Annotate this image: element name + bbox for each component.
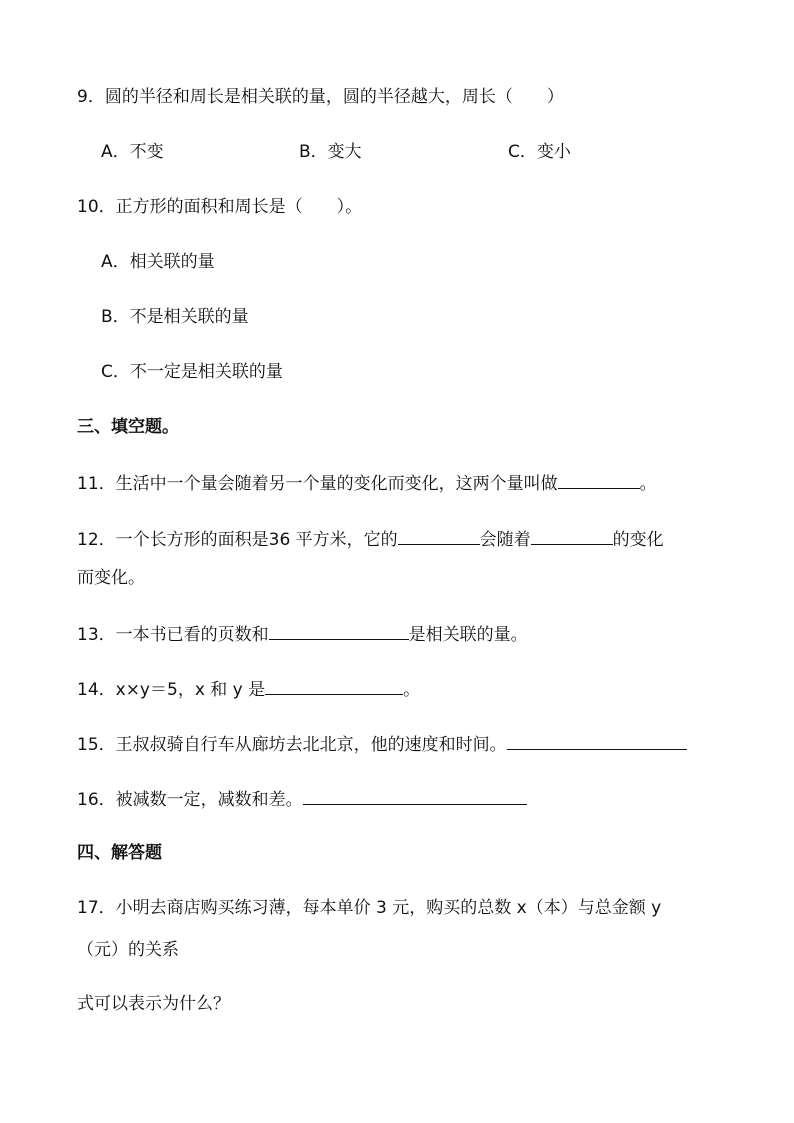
question-11	[77, 471, 657, 495]
q13-blank	[269, 622, 409, 640]
q13-text: 13．一本书已看的页数和	[77, 625, 269, 645]
q14-blank	[265, 677, 403, 695]
q12-text: 12．一个长方形的面积是36 平方米，它的	[77, 530, 398, 550]
question-14	[77, 677, 420, 701]
q10-option-b: B．不是相关联的量	[101, 307, 249, 327]
q15-text: 15．王叔叔骑自行车从廊坊去北北京，他的速度和时间。	[77, 735, 507, 755]
question-16	[77, 787, 527, 811]
question-12-line-2: 而变化。	[77, 568, 145, 588]
q9-option-a: A．不变	[101, 142, 164, 162]
question-13	[77, 622, 528, 646]
question-17-line-3: 式可以表示为什么？	[77, 994, 230, 1014]
section-heading-solve: 四、解答题	[77, 843, 162, 863]
q11-blank	[558, 471, 640, 489]
q16-blank	[303, 787, 527, 805]
q12-end: 的变化	[612, 530, 664, 550]
q10-option-c: C．不一定是相关联的量	[101, 362, 283, 382]
q12-blank-1	[398, 527, 480, 545]
q11-text: 11．生活中一个量会随着另一个量的变化而变化，这两个量叫做	[77, 474, 558, 494]
q9-option-b: B．变大	[299, 142, 362, 162]
q13-end: 是相关联的量。	[408, 625, 528, 645]
q16-text: 16．被减数一定，减数和差。	[77, 790, 303, 810]
q10-option-a: A．相关联的量	[101, 252, 215, 272]
q12-middle: 会随着	[479, 530, 531, 550]
q14-text: 14．x×y＝5，x 和 y 是	[77, 680, 266, 700]
q9-option-c: C．变小	[508, 142, 571, 162]
question-17: 17．小明去商店购买练习薄，每本单价 3 元，购买的总数 x（本）与总金额 y	[77, 898, 662, 918]
q11-end: 。	[639, 474, 657, 494]
q12-blank-2	[531, 527, 613, 545]
section-heading-fill-in: 三、填空题。	[77, 417, 179, 437]
q14-end: 。	[403, 680, 421, 700]
question-10: 10．正方形的面积和周长是（ ）。	[77, 197, 363, 217]
q15-blank	[507, 732, 687, 750]
question-15	[77, 732, 687, 756]
question-17-line-2: （元）的关系	[77, 940, 179, 960]
question-9: 9．圆的半径和周长是相关联的量，圆的半径越大，周长（ ）	[77, 87, 564, 107]
question-12	[77, 527, 664, 551]
